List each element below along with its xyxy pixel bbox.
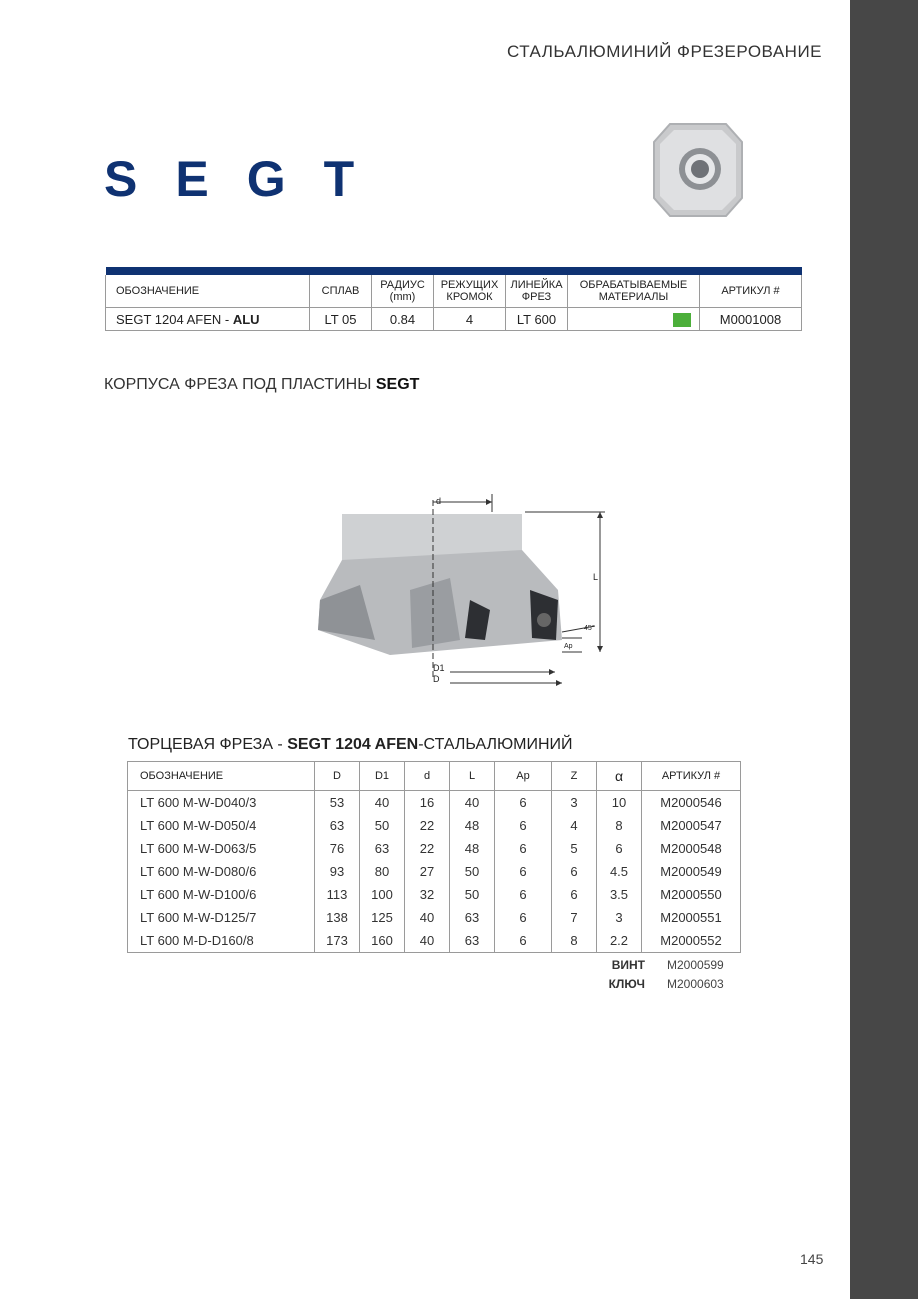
table-cell: 113: [315, 883, 360, 906]
section-title: КОРПУСА ФРЕЗА ПОД ПЛАСТИНЫ SEGT: [104, 376, 420, 393]
material-color-swatch: [673, 313, 691, 327]
table-row: [128, 837, 741, 860]
table-cell: 76: [315, 837, 360, 860]
table-cell: LT 600 M-W-D063/5: [128, 837, 315, 860]
table-cell: LT 600 M-W-D080/6: [128, 860, 315, 883]
table-cell: 40: [405, 906, 450, 929]
table-cell: 50: [360, 814, 405, 837]
col-header-edges: РЕЖУЩИХ КРОМОК: [434, 275, 506, 308]
insert-radius: 0.84: [372, 308, 434, 331]
table-cell: 3.5: [597, 883, 642, 906]
table-cell: 27: [405, 860, 450, 883]
insert-material: [568, 308, 700, 331]
col-header-d1: D1: [360, 762, 405, 791]
table-cell: 50: [450, 860, 495, 883]
accessory-key: КЛЮЧ M2000603: [608, 977, 724, 991]
table-cell: 6: [495, 814, 552, 837]
table-cell: 3: [552, 791, 597, 815]
col-header-z: Z: [552, 762, 597, 791]
table-cell: LT 600 M-W-D050/4: [128, 814, 315, 837]
table-cell: 6: [495, 860, 552, 883]
insert-article: M0001008: [700, 308, 802, 331]
table-cell: LT 600 M-W-D100/6: [128, 883, 315, 906]
table-cell: 6: [597, 837, 642, 860]
table-cell: 53: [315, 791, 360, 815]
table-cell: 4: [552, 814, 597, 837]
table-cell: LT 600 M-D-D160/8: [128, 929, 315, 953]
table-cell: 48: [450, 837, 495, 860]
side-band: [850, 0, 918, 1299]
table-cell: 7: [552, 906, 597, 929]
table-cell: LT 600 M-W-D125/7: [128, 906, 315, 929]
table-cell: 3: [597, 906, 642, 929]
col-header-radius: РАДИУС (mm): [372, 275, 434, 308]
product-title: SEGT: [104, 151, 393, 207]
col-header-d-bore: d: [405, 762, 450, 791]
page-number: 145: [800, 1251, 824, 1267]
table-cell: 22: [405, 814, 450, 837]
table-cell: 125: [360, 906, 405, 929]
table-cell: 40: [405, 929, 450, 953]
table-cell: 8: [552, 929, 597, 953]
drawing-label-l: L: [593, 572, 599, 582]
accessory-screw: ВИНТ M2000599: [611, 958, 724, 972]
table-cell: 32: [405, 883, 450, 906]
accessories: [600, 958, 724, 996]
insert-designation: SEGT 1204 AFEN - ALU: [106, 308, 310, 331]
col-header-alloy: СПЛАВ: [310, 275, 372, 308]
col-header-l: L: [450, 762, 495, 791]
table-cell: 4.5: [597, 860, 642, 883]
col-header-ap: Ap: [495, 762, 552, 791]
table-cell: M2000548: [642, 837, 741, 860]
insert-table: [105, 267, 802, 331]
table-cell: 6: [495, 906, 552, 929]
drawing-label-d: d: [436, 496, 442, 506]
drawing-label-angle: 45°: [584, 625, 595, 632]
table-cell: M2000549: [642, 860, 741, 883]
table-cell: 6: [552, 860, 597, 883]
drawing-label-ap: Ap: [564, 643, 573, 650]
cutter-table-caption: ТОРЦЕВАЯ ФРЕЗА - SEGT 1204 AFEN-СТАЛЬАЛЮМИНИЙ: [128, 736, 573, 753]
col-header-d-outer: D: [315, 762, 360, 791]
cutter-table: [127, 761, 741, 953]
table-cell: 22: [405, 837, 450, 860]
table-cell: 63: [360, 837, 405, 860]
table-cell: 40: [360, 791, 405, 815]
table-cell: 6: [495, 883, 552, 906]
table-cell: 63: [315, 814, 360, 837]
table-cell: 50: [450, 883, 495, 906]
table-cell: 160: [360, 929, 405, 953]
insert-edges: 4: [434, 308, 506, 331]
table-row: [128, 860, 741, 883]
table-row: [128, 929, 741, 953]
table-cell: 16: [405, 791, 450, 815]
insert-line: LT 600: [506, 308, 568, 331]
table-cell: 63: [450, 906, 495, 929]
table-row: [128, 883, 741, 906]
cutter-drawing: [300, 490, 620, 695]
col-header-designation: ОБОЗНАЧЕНИЕ: [128, 762, 315, 791]
table-cell: 8: [597, 814, 642, 837]
table-row: [128, 814, 741, 837]
table-row: [128, 791, 741, 815]
table-row: [106, 308, 802, 331]
table-cell: 100: [360, 883, 405, 906]
table-row: [128, 906, 741, 929]
table-cell: 40: [450, 791, 495, 815]
table-cell: 6: [495, 837, 552, 860]
table-cell: 173: [315, 929, 360, 953]
table-cell: 80: [360, 860, 405, 883]
col-header-article: АРТИКУЛ #: [642, 762, 741, 791]
insert-alloy: LT 05: [310, 308, 372, 331]
table-cell: M2000546: [642, 791, 741, 815]
table-cell: 6: [495, 929, 552, 953]
table-cell: 48: [450, 814, 495, 837]
table-cell: M2000547: [642, 814, 741, 837]
col-header-article: АРТИКУЛ #: [700, 275, 802, 308]
table-cell: 6: [552, 883, 597, 906]
table-cell: 63: [450, 929, 495, 953]
drawing-label-big-d: D: [433, 674, 440, 684]
table-cell: M2000552: [642, 929, 741, 953]
page-header: СТАЛЬАЛЮМИНИЙ ФРЕЗЕРОВАНИЕ: [506, 42, 822, 61]
table-cell: LT 600 M-W-D040/3: [128, 791, 315, 815]
table-cell: M2000551: [642, 906, 741, 929]
table-cell: 10: [597, 791, 642, 815]
table-cell: 2.2: [597, 929, 642, 953]
drawing-label-d1: D1: [433, 663, 445, 673]
col-header-alpha: α: [597, 762, 642, 791]
table-cell: 6: [495, 791, 552, 815]
col-header-designation: ОБОЗНАЧЕНИЕ: [106, 275, 310, 308]
col-header-line: ЛИНЕЙКА ФРЕЗ: [506, 275, 568, 308]
table-cell: 5: [552, 837, 597, 860]
col-header-materials: ОБРАБАТЫВАЕМЫЕ МАТЕРИАЛЫ: [568, 275, 700, 308]
table-cell: 138: [315, 906, 360, 929]
table-cell: 93: [315, 860, 360, 883]
insert-image: [652, 122, 744, 218]
table-cell: M2000550: [642, 883, 741, 906]
